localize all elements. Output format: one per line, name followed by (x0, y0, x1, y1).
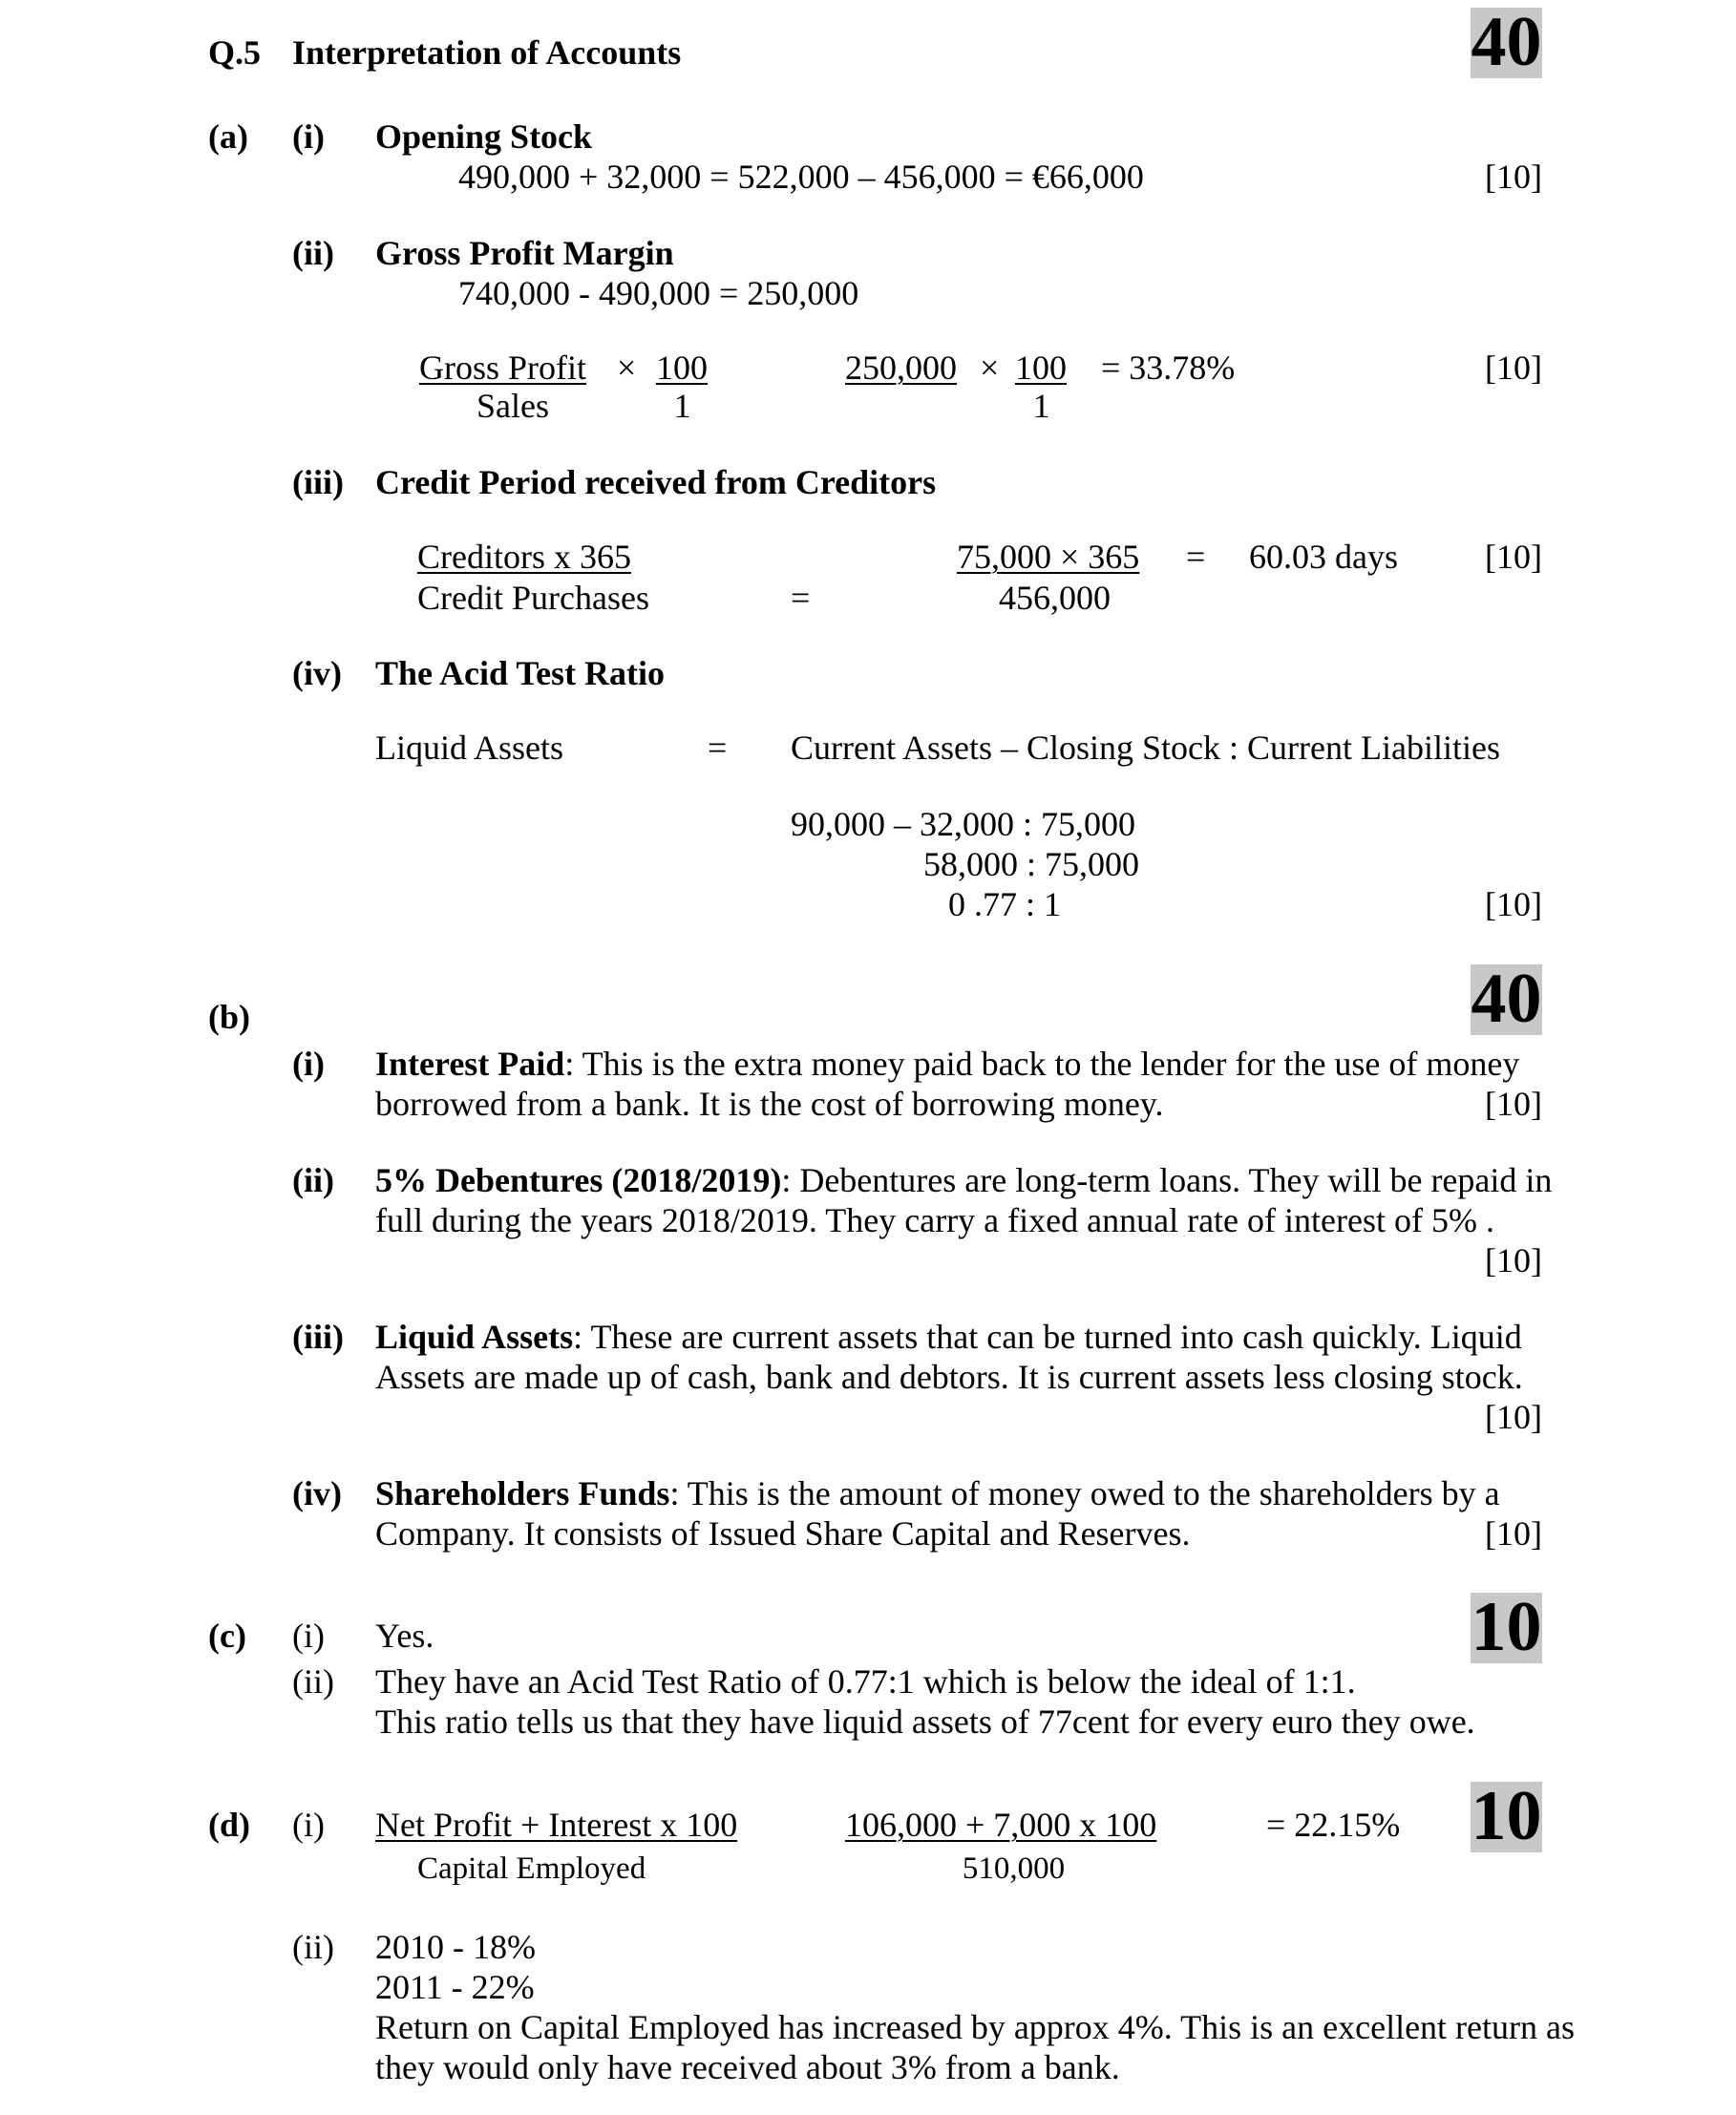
a-i-heading: Opening Stock (375, 117, 593, 156)
d-i-result: = 22.15% (1266, 1806, 1401, 1844)
section-marks-total: 40 (1471, 3, 1542, 81)
a-i-marks: [10] (1485, 158, 1542, 196)
b-i-marks: [10] (1485, 1085, 1542, 1123)
b-i-line-2: borrowed from a bank. It is the cost of borrowing money. (375, 1085, 1164, 1123)
a-ii-calculation: 740,000 - 490,000 = 250,000 (458, 274, 859, 312)
a-iii-heading: Credit Period received from Creditors (375, 463, 937, 501)
a-iii-number: (iii) (292, 463, 344, 501)
a-iv-formula: Current Assets – Closing Stock : Current Liabilities (791, 729, 1500, 767)
part-a-label: (a) (208, 117, 248, 156)
c-i-text: Yes. (375, 1617, 434, 1655)
a-ii-formula-numerator: Gross Profit (419, 349, 587, 387)
a-ii-result: = 33.78% (1101, 349, 1236, 387)
part-b-label: (b) (208, 998, 250, 1036)
b-i-term: Interest Paid (375, 1045, 565, 1083)
a-ii-times-sign-2: × (980, 349, 1000, 387)
a-i-number: (i) (292, 117, 325, 156)
a-iv-number: (iv) (292, 654, 342, 692)
a-ii-hundred-2: 100 (1015, 349, 1067, 387)
a-iv-equals: = (708, 729, 728, 767)
part-b-marks-total: 40 (1471, 960, 1542, 1038)
question-number: Q.5 (208, 33, 262, 72)
a-iii-value-numerator: 75,000 × 365 (957, 538, 1140, 576)
a-iii-formula-denominator: Credit Purchases (417, 579, 649, 617)
a-ii-number: (ii) (292, 234, 334, 272)
d-i-formula-denominator: Capital Employed (417, 1851, 646, 1886)
b-ii-term: 5% Debentures (2018/2019) (375, 1161, 782, 1199)
a-iii-equals: = (791, 579, 811, 617)
a-iii-equals-2: = (1186, 538, 1206, 576)
b-iii-term: Liquid Assets (375, 1318, 574, 1356)
c-ii-line-1: They have an Acid Test Ratio of 0.77:1 which is below the ideal of 1:1. (375, 1662, 1356, 1701)
a-iv-label: Liquid Assets (375, 729, 564, 767)
d-i-value-numerator: 106,000 + 7,000 x 100 (845, 1806, 1157, 1844)
d-ii-line-2: 2011 - 22% (375, 1968, 535, 2006)
part-c-marks-total: 10 (1471, 1588, 1542, 1666)
b-ii-line-1: 5% Debentures (2018/2019): Debentures are long-term loans. They will be repaid in (375, 1161, 1553, 1199)
d-ii-line-1: 2010 - 18% (375, 1928, 536, 1966)
b-ii-number: (ii) (292, 1161, 334, 1199)
d-ii-line-4: they would only have received about 3% from a bank. (375, 2048, 1120, 2086)
d-i-number: (i) (292, 1806, 325, 1844)
a-ii-one-2: 1 (1032, 387, 1050, 425)
question-title: Interpretation of Accounts (292, 33, 682, 72)
a-ii-hundred: 100 (656, 349, 708, 387)
a-ii-one: 1 (673, 387, 691, 425)
a-iv-line-2: 58,000 : 75,000 (923, 845, 1140, 883)
part-d-label: (d) (208, 1806, 250, 1844)
d-ii-number: (ii) (292, 1928, 334, 1966)
c-i-number: (i) (292, 1617, 325, 1655)
c-ii-line-2: This ratio tells us that they have liquid assets of 77cent for every euro they owe. (375, 1703, 1475, 1741)
a-iv-heading: The Acid Test Ratio (375, 654, 666, 692)
a-iii-value-denominator: 456,000 (999, 579, 1111, 617)
a-iv-line-3: 0 .77 : 1 (948, 885, 1062, 923)
b-iii-line-2: Assets are made up of cash, bank and debtors. It is current assets less closing stock. (375, 1358, 1523, 1396)
b-ii-marks: [10] (1485, 1241, 1542, 1280)
b-ii-line-2: full during the years 2018/2019. They carry a fixed annual rate of interest of 5% . (375, 1201, 1494, 1239)
a-iv-marks: [10] (1485, 885, 1542, 923)
b-i-number: (i) (292, 1045, 325, 1083)
a-iii-result: 60.03 days (1249, 538, 1398, 576)
b-iii-line-1: Liquid Assets: These are current assets that can be turned into cash quickly. Liquid (375, 1318, 1522, 1356)
a-ii-times-sign: × (617, 349, 637, 387)
d-i-value-denominator: 510,000 (962, 1851, 1066, 1886)
part-d-marks-total: 10 (1471, 1777, 1542, 1855)
c-ii-number: (ii) (292, 1662, 334, 1701)
b-iv-marks: [10] (1485, 1514, 1542, 1553)
a-ii-heading: Gross Profit Margin (375, 234, 674, 272)
b-iii-number: (iii) (292, 1318, 344, 1356)
a-iii-marks: [10] (1485, 538, 1542, 576)
b-iii-marks: [10] (1485, 1398, 1542, 1436)
b-iv-number: (iv) (292, 1474, 342, 1512)
b-iv-line-1: Shareholders Funds: This is the amount of money owed to the shareholders by a (375, 1474, 1500, 1512)
a-i-calculation: 490,000 + 32,000 = 522,000 – 456,000 = €66,000 (458, 158, 1144, 196)
a-iv-line-1: 90,000 – 32,000 : 75,000 (791, 805, 1136, 843)
d-i-formula-numerator: Net Profit + Interest x 100 (375, 1806, 738, 1844)
b-i-line-1: Interest Paid: This is the extra money paid back to the lender for the use of money (375, 1045, 1520, 1083)
part-c-label: (c) (208, 1617, 246, 1655)
b-iv-line-2: Company. It consists of Issued Share Capital and Reserves. (375, 1514, 1191, 1553)
a-ii-marks: [10] (1485, 349, 1542, 387)
a-ii-formula-denominator: Sales (476, 387, 549, 425)
d-ii-line-3: Return on Capital Employed has increased by approx 4%. This is an excellent return as (375, 2008, 1575, 2046)
a-iii-formula-numerator: Creditors x 365 (417, 538, 631, 576)
a-ii-value-numerator: 250,000 (845, 349, 957, 387)
b-iv-term: Shareholders Funds (375, 1474, 670, 1512)
